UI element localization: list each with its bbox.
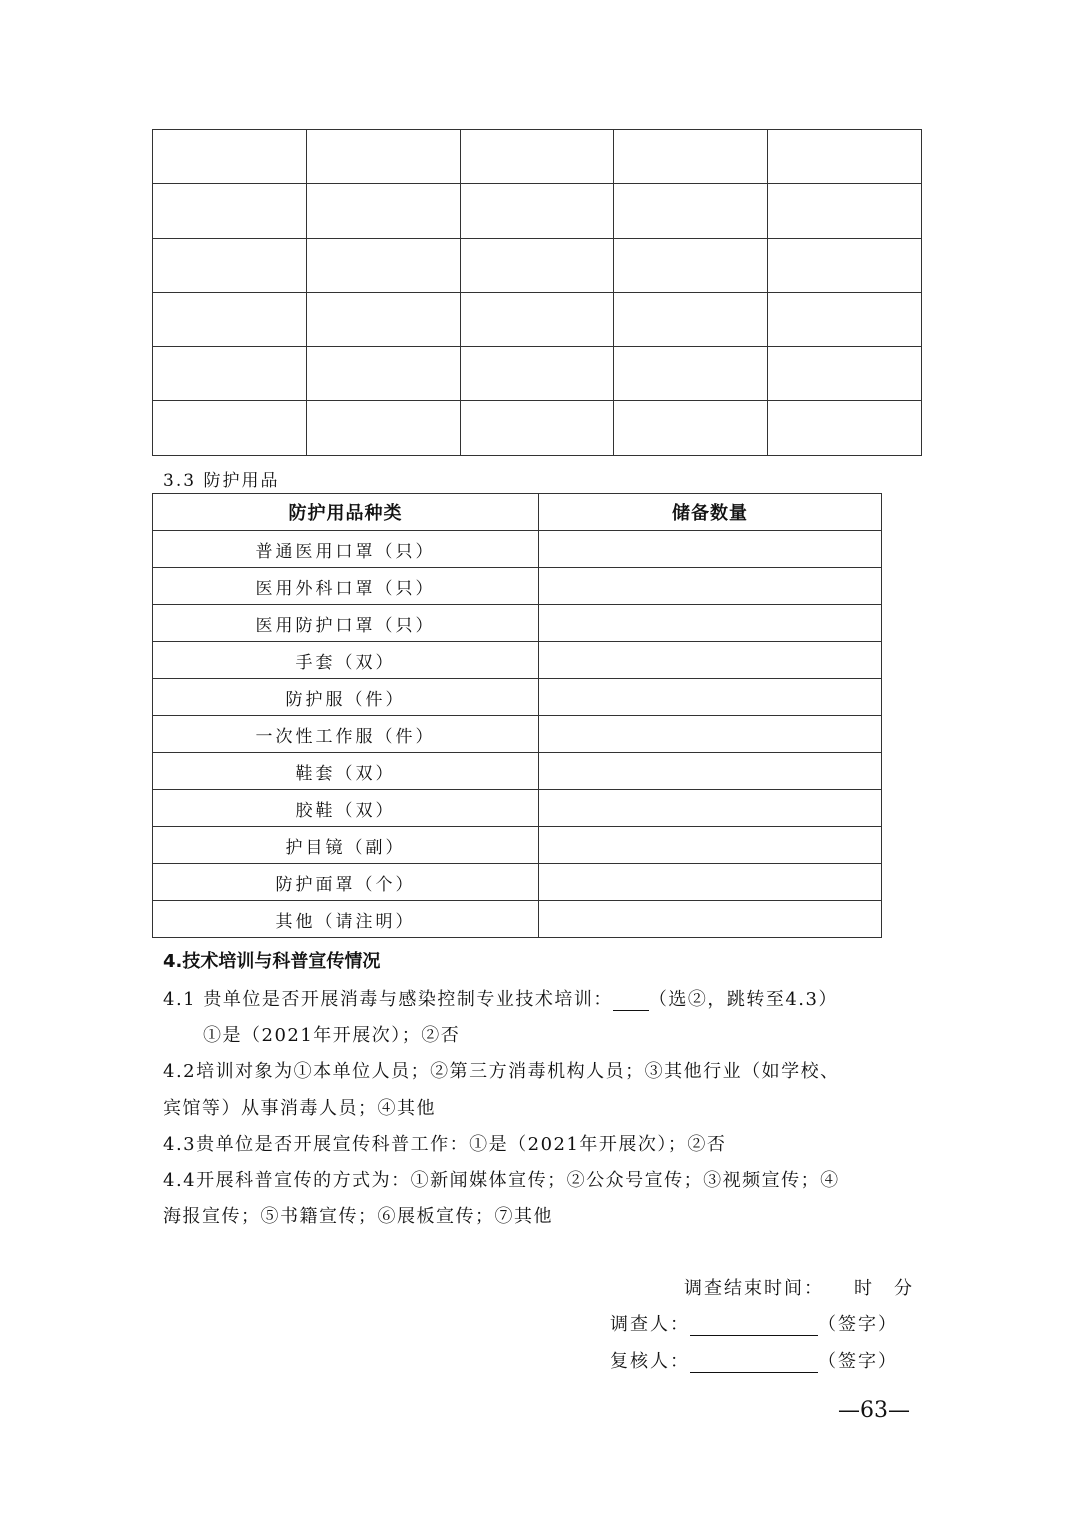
question-4-4-line-2: 海报宣传；⑤书籍宣传；⑥展板宣传；⑦其他 — [163, 1206, 553, 1227]
ppe-item-name: 胶鞋（双） — [153, 790, 539, 827]
empty-grid-cell[interactable] — [614, 292, 768, 346]
ppe-table-row — [153, 790, 882, 827]
ppe-table-row — [153, 716, 882, 753]
end-time-label: 调查结束时间： — [684, 1278, 824, 1299]
ppe-item-name: 其他（请注明） — [153, 901, 539, 938]
ppe-quantity-cell[interactable] — [539, 679, 882, 716]
ppe-table-row — [153, 901, 882, 938]
empty-grid-cell[interactable] — [306, 292, 460, 346]
ppe-table-row — [153, 827, 882, 864]
empty-grid-row — [153, 184, 922, 238]
question-4-1-skip-note: （选②，跳转至4.3） — [648, 989, 838, 1010]
question-4-2-line-2: 宾馆等）从事消毒人员；④其他 — [163, 1098, 436, 1119]
ppe-table-row — [153, 753, 882, 790]
question-4-4-line-1: 4.4开展科普宣传的方式为：①新闻媒体宣传；②公众号宣传；③视频宣传；④ — [163, 1170, 840, 1191]
empty-grid-cell[interactable] — [460, 184, 614, 238]
reviewer-label: 复核人： — [610, 1351, 690, 1372]
empty-grid-cell[interactable] — [460, 130, 614, 184]
ppe-quantity-cell[interactable] — [539, 642, 882, 679]
ppe-header-type: 防护用品种类 — [153, 494, 539, 531]
question-4-1-options: ①是（2021年开展次）；②否 — [203, 1025, 461, 1046]
ppe-item-name: 护目镜（副） — [153, 827, 539, 864]
ppe-item-name: 一次性工作服（件） — [153, 716, 539, 753]
page-number: —63— — [838, 1398, 910, 1423]
ppe-table-row — [153, 679, 882, 716]
empty-grid-cell[interactable] — [153, 292, 307, 346]
ppe-item-name: 手套（双） — [153, 642, 539, 679]
surveyor-signature-field[interactable] — [690, 1314, 818, 1336]
surveyor-label: 调查人： — [610, 1314, 690, 1335]
reviewer-sign-note: （签字） — [818, 1351, 898, 1372]
ppe-quantity-cell[interactable] — [539, 531, 882, 568]
empty-grid-row — [153, 401, 922, 455]
ppe-item-name: 鞋套（双） — [153, 753, 539, 790]
reviewer-signature-line — [610, 1347, 898, 1373]
minute-label: 分 — [894, 1278, 914, 1299]
survey-end-time — [684, 1274, 914, 1300]
ppe-table-row — [153, 864, 882, 901]
ppe-item-name: 医用防护口罩（只） — [153, 605, 539, 642]
empty-grid-cell[interactable] — [768, 292, 922, 346]
question-4-2-line-1: 4.2培训对象为①本单位人员；②第三方消毒机构人员；③其他行业（如学校、 — [163, 1061, 840, 1082]
question-4-1 — [163, 985, 838, 1011]
empty-grid-cell[interactable] — [306, 130, 460, 184]
ppe-quantity-cell[interactable] — [539, 864, 882, 901]
empty-grid-cell[interactable] — [614, 184, 768, 238]
empty-grid-cell[interactable] — [614, 130, 768, 184]
empty-grid-cell[interactable] — [614, 238, 768, 292]
empty-grid-cell[interactable] — [460, 238, 614, 292]
empty-grid-cell[interactable] — [153, 401, 307, 455]
ppe-table-header-row — [153, 494, 882, 531]
empty-grid-cell[interactable] — [768, 184, 922, 238]
empty-grid-cell[interactable] — [153, 184, 307, 238]
ppe-table-row — [153, 642, 882, 679]
ppe-quantity-cell[interactable] — [539, 901, 882, 938]
question-4-1-text: 4.1 贵单位是否开展消毒与感染控制专业技术培训： — [163, 989, 613, 1010]
ppe-item-name: 普通医用口罩（只） — [153, 531, 539, 568]
ppe-table-row — [153, 605, 882, 642]
ppe-table-row — [153, 568, 882, 605]
empty-grid-cell[interactable] — [460, 292, 614, 346]
ppe-item-name: 防护面罩（个） — [153, 864, 539, 901]
empty-grid-cell[interactable] — [153, 238, 307, 292]
question-4-3: 4.3贵单位是否开展宣传科普工作：①是（2021年开展次）；②否 — [163, 1134, 727, 1155]
ppe-table-row — [153, 531, 882, 568]
empty-grid-cell[interactable] — [306, 184, 460, 238]
ppe-quantity-cell[interactable] — [539, 753, 882, 790]
empty-grid-cell[interactable] — [153, 130, 307, 184]
empty-grid-cell[interactable] — [460, 347, 614, 401]
empty-grid-cell[interactable] — [768, 238, 922, 292]
empty-grid-cell[interactable] — [614, 347, 768, 401]
empty-grid-cell[interactable] — [460, 401, 614, 455]
answer-blank-4-1[interactable] — [613, 989, 649, 1011]
ppe-table — [152, 493, 882, 938]
surveyor-signature-line — [610, 1310, 898, 1336]
empty-grid-cell[interactable] — [153, 347, 307, 401]
reviewer-signature-field[interactable] — [690, 1351, 818, 1373]
empty-grid-cell[interactable] — [614, 401, 768, 455]
empty-grid-row — [153, 347, 922, 401]
empty-grid-cell[interactable] — [306, 401, 460, 455]
hour-label: 时 — [854, 1278, 874, 1299]
empty-grid-row — [153, 130, 922, 184]
ppe-quantity-cell[interactable] — [539, 568, 882, 605]
ppe-quantity-cell[interactable] — [539, 827, 882, 864]
empty-grid-row — [153, 292, 922, 346]
section-4-heading: 4.技术培训与科普宣传情况 — [163, 951, 381, 972]
empty-grid-cell[interactable] — [768, 347, 922, 401]
ppe-quantity-cell[interactable] — [539, 716, 882, 753]
ppe-item-name: 防护服（件） — [153, 679, 539, 716]
empty-grid-cell[interactable] — [768, 401, 922, 455]
ppe-quantity-cell[interactable] — [539, 790, 882, 827]
empty-grid-cell[interactable] — [306, 238, 460, 292]
ppe-header-quantity: 储备数量 — [539, 494, 882, 531]
empty-grid-row — [153, 238, 922, 292]
ppe-item-name: 医用外科口罩（只） — [153, 568, 539, 605]
empty-grid-cell[interactable] — [306, 347, 460, 401]
empty-grid-table — [152, 129, 922, 456]
empty-grid-cell[interactable] — [768, 130, 922, 184]
section-3-3-label: 3.3 防护用品 — [163, 471, 280, 491]
surveyor-sign-note: （签字） — [818, 1314, 898, 1335]
ppe-quantity-cell[interactable] — [539, 605, 882, 642]
